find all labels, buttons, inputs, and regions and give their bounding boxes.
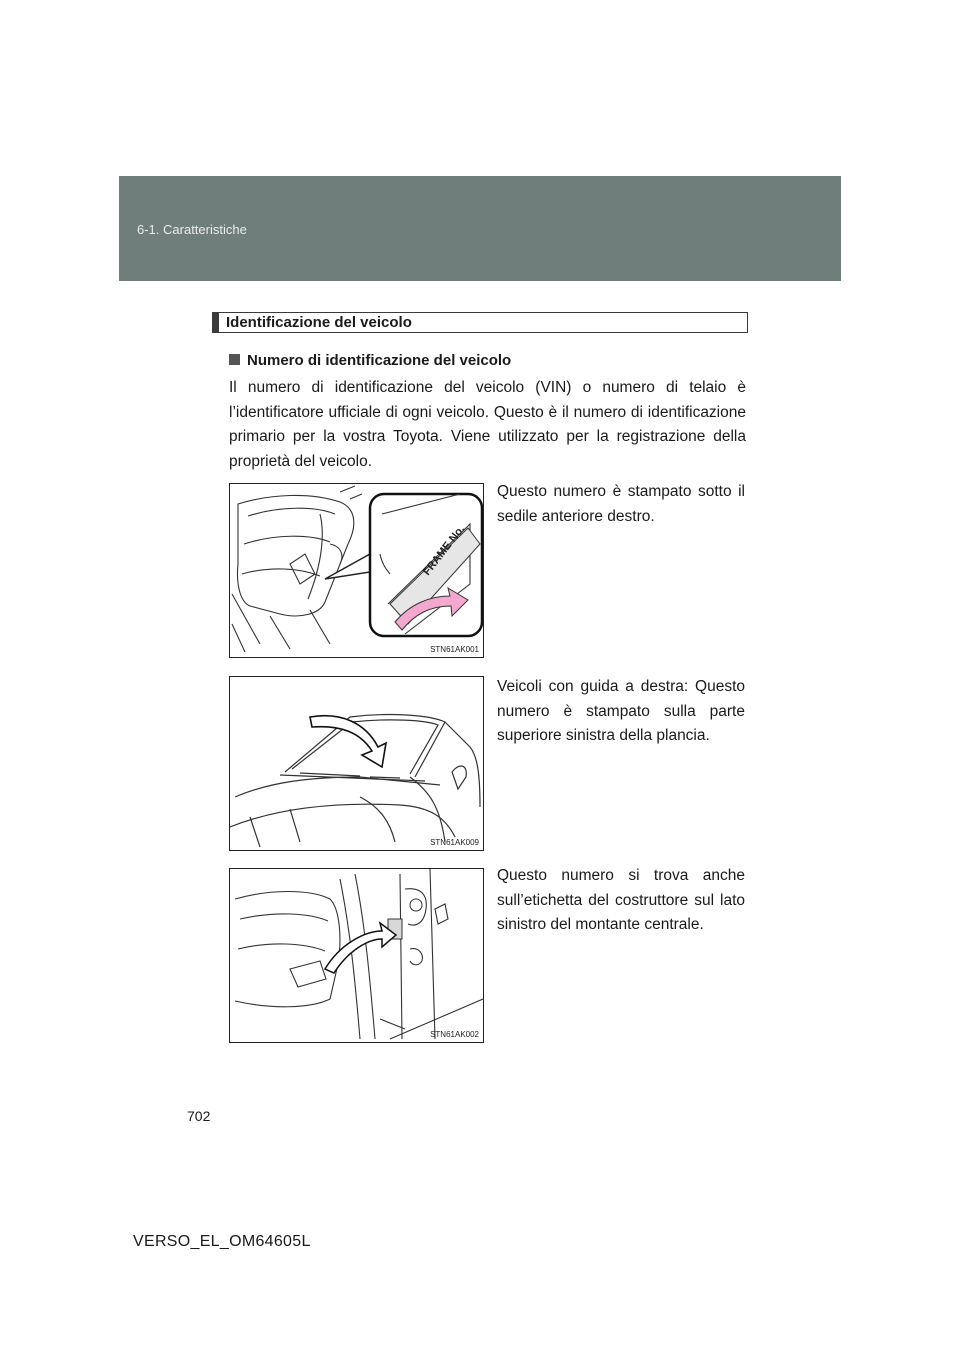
- figure-caption-2: Veicoli con guida a destra: Questo numero è stampato sulla parte superiore sinistra della plancia.: [497, 678, 745, 744]
- section-title: Identificazione del veicolo: [226, 314, 412, 331]
- figure-code: STN61AK002: [430, 1030, 479, 1039]
- square-bullet-icon: [229, 354, 240, 365]
- dashboard-illustration: [230, 677, 483, 850]
- seat-illustration: [230, 484, 483, 657]
- section-breadcrumb: 6-1. Caratteristiche: [137, 222, 247, 237]
- figure-code: STN61AK009: [430, 838, 479, 847]
- intro-paragraph: Il numero di identificazione del veicolo (VIN) o numero di telaio è l’identificatore ufficiale di ogni veicolo. Questo è il numero di identificazione primario per la vostra Toyota. Viene utilizzato per la registrazione della proprietà del veicolo.: [229, 379, 746, 470]
- section-title-box: [212, 312, 748, 333]
- subsection-heading: [229, 352, 511, 369]
- document-id: VERSO_EL_OM64605L: [133, 1233, 311, 1250]
- figure-dashboard: [229, 676, 484, 851]
- page-number: 702: [187, 1108, 211, 1124]
- subsection-title: Numero di identificazione del veicolo: [247, 352, 512, 369]
- figure-caption-3: Questo numero si trova anche sull’etichetta del costruttore sul lato sinistro del montante centrale.: [497, 867, 745, 933]
- figure-seat-frame-number: [229, 483, 484, 658]
- pillar-illustration: [230, 869, 483, 1042]
- figure-center-pillar: [229, 868, 484, 1043]
- section-title-bar: [213, 313, 219, 332]
- arrow-icon: [325, 923, 396, 973]
- frame-number-label: FRAME No.: [420, 523, 468, 578]
- figure-code: STN61AK001: [430, 645, 479, 654]
- figure-caption-1: Questo numero è stampato sotto il sedile anteriore destro.: [497, 483, 745, 525]
